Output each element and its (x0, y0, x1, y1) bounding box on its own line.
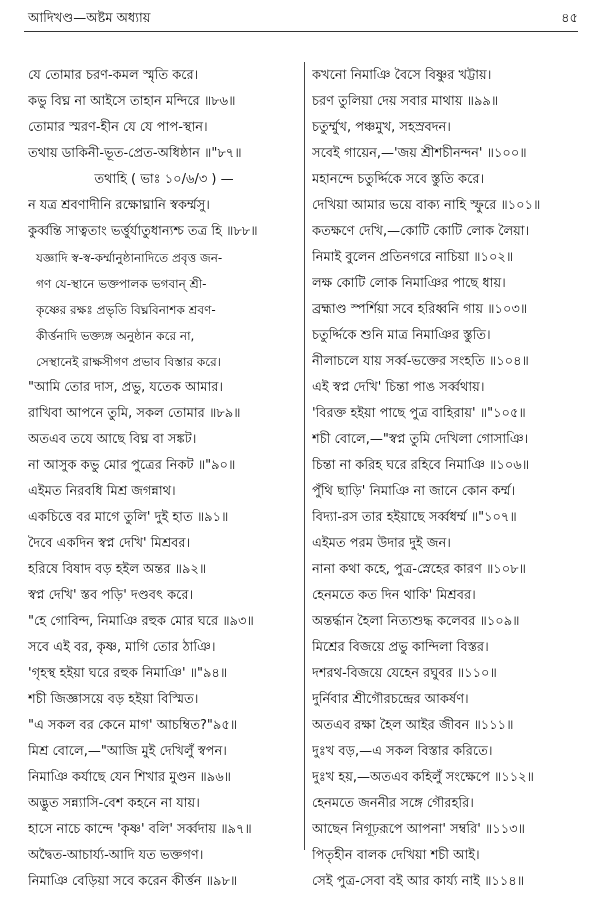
verse-line: কভু বিঘ্ন না আইসে তাহান মন্দিরে ॥৮৬॥ (28, 94, 236, 109)
verse-line: "হে গোবিন্দ, নিমাঞি রহুক মোর ঘরে ॥৯৩॥ (28, 614, 254, 629)
verse-line: যে তোমার চরণ-কমল স্মৃতি করে। (28, 68, 199, 83)
right-column (312, 63, 584, 895)
verse-line: পিতৃহীন বালক দেখিয়া শচী আই। (312, 848, 480, 863)
verse-line: মিশ্রের বিজয়ে প্রভু কান্দিলা বিস্তর। (312, 640, 489, 655)
verse-line: পুঁথি ছাড়ি' নিমাঞি না জানে কোন কর্ম্ম। (312, 484, 516, 499)
header-rule (24, 31, 578, 32)
verse-line: হেনমতে কত দিন থাকি' মিশ্রবর। (312, 588, 476, 603)
commentary-line: কীর্ত্তনাদি ভক্ত্যঙ্গ অনুষ্ঠান করে না, (36, 329, 195, 343)
verse-line: শচী জিজ্ঞাসয়ে বড় হইয়া বিস্মিত। (28, 692, 199, 707)
commentary-line: যজ্ঞাদি স্ব-স্ব-কর্ম্মানুষ্ঠানাদিতে প্রবৃত্ত জন- (36, 251, 223, 265)
verse-line: চতুর্ম্মুখ, পঞ্চমুখ, সহস্রবদন। (312, 120, 451, 135)
left-column (28, 63, 300, 895)
verse-line: এইমত নিরবধি মিশ্র জগন্নাথ। (28, 484, 176, 499)
verse-line: রাখিবা আপনে তুমি, সকল তোমার ॥৮৯॥ (28, 406, 241, 421)
commentary-line: গণ যে-স্থানে ভক্তপালক ভগবান্ শ্রী- (36, 277, 207, 291)
page-header (28, 8, 578, 30)
verse-line: নিমাঞি বেড়িয়া সবে করেন কীর্ত্তন ॥৯৮॥ (28, 874, 238, 889)
verse-line: সবেই গায়েন,—'জয় শ্রীশচীনন্দন' ॥১০০॥ (312, 146, 527, 161)
verse-line: ব্রহ্মাণ্ড স্পর্শিয়া সবে হরিধ্বনি গায় ॥১০৩॥ (312, 302, 528, 317)
verse-line: দশরথ-বিজয়ে যেহেন রঘুবর ॥১১০॥ (312, 666, 497, 681)
verse-line: 'বিরক্ত হইয়া পাছে পুত্র বাহিরায়' ॥"১০৫॥ (312, 406, 526, 421)
verse-line: অদ্ভুত সন্ন্যাসি-বেশ কহনে না যায়। (28, 796, 200, 811)
running-title: আদিখণ্ড—অষ্টম অধ্যায় (28, 10, 151, 26)
verse-line: হাসে নাচে কান্দে 'কৃষ্ণ' বলি' সর্ব্বদায় ॥৯৭॥ (28, 822, 252, 837)
verse-line: হরিষে বিষাদ বড় হইল অন্তর ॥৯২॥ (28, 562, 207, 577)
verse-line: হেনমতে জননীর সঙ্গে গৌরহরি। (312, 796, 474, 811)
verse-line: তোমার স্মরণ-হীন যে যে পাপ-স্থান। (28, 120, 208, 135)
commentary-line: কৃষ্ণের রক্ষঃ প্রভৃতি বিঘ্নবিনাশক শ্রবণ- (36, 303, 216, 317)
verse-line: অতএব তযে আছে বিঘ্ন বা সঙ্কট। (28, 432, 197, 447)
sanskrit-line: ন যত্র শ্রবণাদীনি রক্ষোঘ্নানি স্বকর্ম্মসু। (28, 198, 210, 213)
verse-line: দুর্নিবার শ্রীগৌরচন্দ্রের আকর্ষণ। (312, 692, 469, 707)
verse-line: অদ্বৈত-আচার্য্য-আদি যত ভক্তগণ। (28, 848, 204, 863)
verse-line: চিন্তা না করিহ ঘরে রহিবে নিমাঞি ॥১০৬॥ (312, 458, 530, 473)
verse-line: সেই পুত্র-সেবা বই আর কার্য্য নাই ॥১১৪॥ (312, 874, 525, 889)
verse-line: কতক্ষণে দেখি,—কোটি কোটি লোক লৈয়া। (312, 224, 530, 239)
verse-line: একচিত্তে বর মাগে তুলি' দুই হাত ॥৯১॥ (28, 510, 229, 525)
verse-line: কখনো নিমাঞি বৈসে বিষ্ণুর খট্টায়। (312, 68, 492, 83)
sanskrit-line: কুর্ব্বন্তি সাত্বতাং ভর্ত্তুর্যাতুধান্যশ্চ তত্র হি ॥৮৮॥ (28, 224, 258, 239)
verse-line: লক্ষ কোটি লোক নিমাঞির পাছে ধায়। (312, 276, 506, 291)
verse-line: সবে এই বর, কৃষ্ণ, মাগি তোর ঠাঞি। (28, 640, 216, 655)
verse-line: "এ সকল বর কেনে মাগ' আচম্বিত?"৯৫॥ (28, 718, 238, 733)
verse-line: মিশ্র বোলে,—"আজি মুই দেখিলুঁ স্বপন। (28, 744, 227, 759)
commentary-line: সেস্থানেই রাক্ষসীগণ প্রভাব বিস্তার করে। (36, 355, 221, 369)
verse-line: দৈবে একদিন স্বপ্ন দেখি' মিশ্রবর। (28, 536, 191, 551)
column-divider (304, 62, 305, 850)
citation-line: তথাহি ( ভাঃ ১০/৬/৩ ) — (94, 172, 234, 187)
verse-line: অতএব রক্ষা হৈল আইর জীবন ॥১১১॥ (312, 718, 514, 733)
verse-line: দুঃখ বড়,—এ সকল বিস্তার করিতে। (312, 744, 493, 759)
verse-line: না আসুক কভু মোর পুত্রের নিকট ॥"৯০॥ (28, 458, 236, 473)
verse-line: দেখিয়া আমার ভয়ে বাক্য নাহি স্ফুরে ॥১০১॥ (312, 198, 541, 213)
verse-line: দুঃখ হয়,—অতএব কহিলুঁ সংক্ষেপে ॥১১২॥ (312, 770, 534, 785)
verse-line: আছেন নিগূঢ়রূপে আপনা' সম্বরি' ॥১১৩॥ (312, 822, 525, 837)
verse-line: অন্তর্দ্ধান হৈলা নিত্যশুদ্ধ কলেবর ॥১০৯॥ (312, 614, 520, 629)
verse-line: চতুর্দ্দিকে শুনি মাত্র নিমাঞির স্তুতি। (312, 328, 491, 343)
verse-line: মহানন্দে চতুর্দ্দিকে সবে স্তুতি করে। (312, 172, 485, 187)
verse-line: এই স্বপ্ন দেখি' চিন্তা পাঙ সর্ব্বথায়। (312, 380, 485, 395)
verse-line: 'গৃহস্থ হইয়া ঘরে রহুক নিমাঞি' ॥"৯৪॥ (28, 666, 228, 681)
verse-line: নিমাঞি কর্যাছে যেন শিখার মুণ্ডন ॥৯৬॥ (28, 770, 232, 785)
verse-line: এইমত পরম উদার দুই জন। (312, 536, 451, 551)
verse-line: চরণ তুলিয়া দেয় সবার মাথায় ॥৯৯॥ (312, 94, 499, 109)
verse-line: নানা কথা কহে, পুত্র-স্নেহের কারণ ॥১০৮॥ (312, 562, 526, 577)
verse-line: "আমি তোর দাস, প্রভু, যতেক আমার। (28, 380, 224, 395)
verse-line: নীলাচলে যায় সর্ব্ব-ভক্তের সংহতি ॥১০৪॥ (312, 354, 529, 369)
verse-line: নিমাই বুলেন প্রতিনগরে নাচিয়া ॥১০২॥ (312, 250, 514, 265)
verse-line: শচী বোলে,—"স্বপ্ন তুমি দেখিলা গোসাঞি। (312, 432, 529, 447)
page-number: ৪৫ (561, 10, 578, 26)
verse-line: তথায় ডাকিনী-ভূত-প্রেত-অধিষ্ঠান ॥"৮৭॥ (28, 146, 242, 161)
verse-line: বিদ্যা-রস তার হইয়াছে সর্ব্বধর্ম্ম ॥"১০৭॥ (312, 510, 517, 525)
verse-line: স্বপ্ন দেখি' স্তব পড়ি' দণ্ডবৎ করে। (28, 588, 194, 603)
